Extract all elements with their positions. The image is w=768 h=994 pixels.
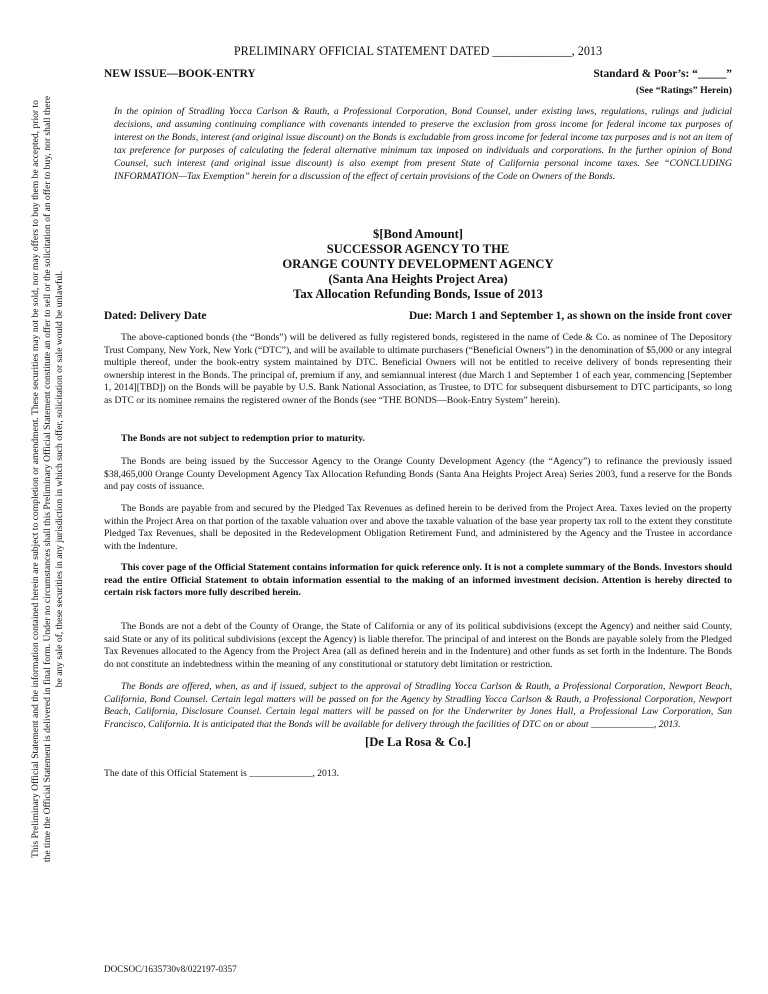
paragraph-redemption: The Bonds are not subject to redemption prior to maturity. xyxy=(121,433,365,444)
due-label: Due: March 1 and September 1, as shown on the inside front cover xyxy=(408,310,732,322)
margin-notice-line: the time the Official Statement is delivered in final form. Under no circumstances shall this Preliminary Official Statement constitute an offer to sell or the solicitation of an offer to buy, nor shall there xyxy=(42,95,53,863)
statement-date: The date of this Official Statement is _____________, 2013. xyxy=(104,768,339,779)
issue-type: NEW ISSUE—BOOK-ENTRY xyxy=(104,68,256,80)
bond-title xyxy=(104,227,732,302)
dated-label: Dated: Delivery Date xyxy=(104,310,207,322)
paragraph-purpose: The Bonds are being issued by the Successor Agency to the Orange County Development Agency (the “Agency”) to refinance the previously issued $38,465,000 Orange County Development Agency Tax Allocation Refunding Bonds (Santa Ana Heights Project Area) Series 2003, fund a reserve for the Bonds and pay costs of issuance. xyxy=(104,456,732,493)
paragraph-book-entry: The above-captioned bonds (the “Bonds”) will be delivered as fully registered bonds, registered in the name of Cede & Co. as nominee of The Depository Trust Company, New York, New York (“DTC”), and will be available to ultimate purchasers (“Beneficial Owners”) in the denomination of $5,000 or any integral multiple thereof, under the book-entry system maintained by DTC. Beneficial Owners will not be entitled to receive delivery of bonds representing their ownership interest in the Bonds. The principal of, premium if any, and semiannual interest (due March 1 and September 1 of each year, commencing [September 1, 2014][TBD]) on the Bonds will be payable by U.S. Bank National Association, as Trustee, to DTC for subsequent disbursement to DTC participants, so long as DTC or its nominee remains the registered owner of the Bonds (see “THE BONDS—Book-Entry System” herein). xyxy=(104,332,732,406)
paragraph-security: The Bonds are payable from and secured by the Pledged Tax Revenues as defined herein to be derived from the Project Area. Taxes levied on the property within the Project Area on that portion of the taxable valuation over and above the taxable valuation of the base year property tax roll to the extent they constitute Pledged Tax Revenues, shall be deposited in the Redevelopment Obligation Retirement Fund, and administered by the Agency and the Trustee in accordance with the Indenture. xyxy=(104,503,732,552)
title-line: (Santa Ana Heights Project Area) xyxy=(328,272,508,286)
margin-notice xyxy=(30,0,66,976)
rating: Standard & Poor’s: “_____” xyxy=(593,68,732,80)
margin-notice-line: This Preliminary Official Statement and the information contained herein are subject to completion or amendment. These securities may not be sold, nor may offers to buy them be accepted, prior to xyxy=(30,100,41,858)
margin-notice-line: be any sale of, these securities in any jurisdiction in which such offer, solicitation or sale would be unlawful. xyxy=(54,270,65,688)
title-line: Tax Allocation Refunding Bonds, Issue of 2013 xyxy=(293,287,543,301)
paragraph-offering: The Bonds are offered, when, as and if issued, subject to the approval of Stradling Yocca Carlson & Rauth, a Professional Corporation, Newport Beach, California, Bond Counsel. Certain legal matters will be passed on for the Agency by Stradling Yocca Carlson & Rauth, a Professional Corporation, Newport Beach, California, Disclosure Counsel. Certain legal matters will be passed on for the Underwriter by Jones Hall, a Professional Law Corporation, San Francisco, California. It is anticipated that the Bonds will be available for delivery through the facilities of DTC on or about _____________, 2013. xyxy=(104,681,732,730)
bond-counsel-opinion: In the opinion of Stradling Yocca Carlson & Rauth, a Professional Corporation, Bond Counsel, under existing laws, regulations, rulings and judicial decisions, and assuming continuing compliance with covenants intended to preserve the exclusion from gross income for federal income tax purposes of interest on the Bonds, interest (and original issue discount) on the Bonds is excludable from gross income for federal income tax purposes and is not an item of tax preference for purposes of calculating the federal alternative minimum tax imposed on individuals and corporations. In the further opinion of Bond Counsel, such interest (and original issue discount) is also exempt from present State of California personal income taxes. See “CONCLUDING INFORMATION—Tax Exemption” herein for a discussion of the effect of certain provisions of the Code on Owners of the Bonds. xyxy=(114,106,732,182)
preliminary-header: PRELIMINARY OFFICIAL STATEMENT DATED _____________, 2013 xyxy=(233,44,603,58)
title-line: SUCCESSOR AGENCY TO THE xyxy=(326,242,510,256)
underwriter-name: [De La Rosa & Co.] xyxy=(365,735,471,749)
paragraph-cover-page-notice: This cover page of the Official Statement contains information for quick reference only. It is not a complete summary of the Bonds. Investors should read the entire Official Statement to obtain information essential to the making of an informed investment decision. Attention is hereby directed to certain risk factors more fully described herein. xyxy=(104,562,732,599)
rating-note: (See “Ratings” Herein) xyxy=(635,85,732,96)
title-line: ORANGE COUNTY DEVELOPMENT AGENCY xyxy=(282,257,554,271)
document-id: DOCSOC/1635730v8/022197-0357 xyxy=(104,964,237,974)
title-line: $[Bond Amount] xyxy=(373,227,463,241)
paragraph-limited-obligation: The Bonds are not a debt of the County of Orange, the State of California or any of its political subdivisions (except the Agency) and neither said County, said State or any of its political subdivisions (except the Agency) is liable therefor. The principal of and interest on the Bonds are payable solely from the Pledged Tax Revenues allocated to the Agency from the Project Area (all as defined herein and in the Indenture) and other funds as set forth in the Indenture. The Bonds do not constitute an indebtedness within the meaning of any constitutional or statutory debt limitation or restriction. xyxy=(104,621,732,670)
